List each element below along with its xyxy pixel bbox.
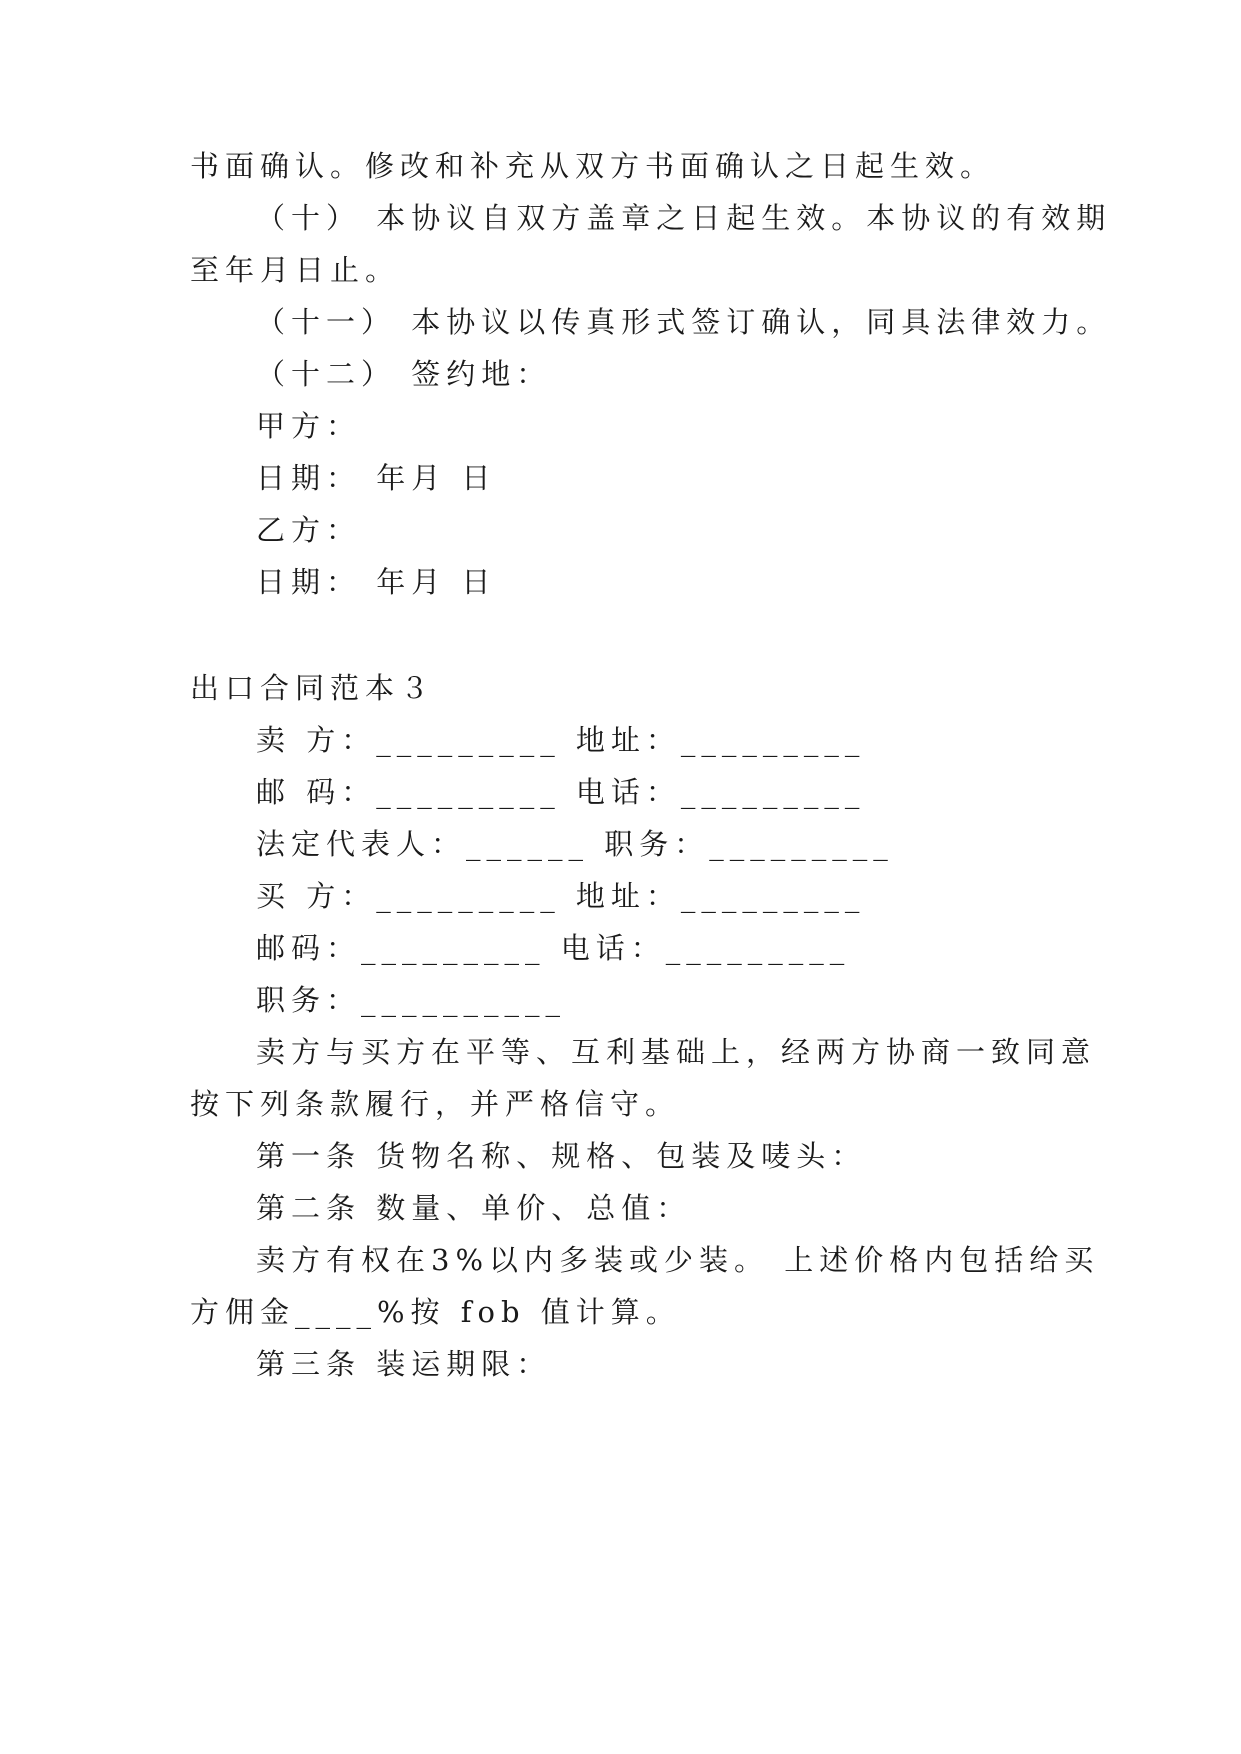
clause-12: （十二） 签约地： xyxy=(256,357,552,391)
buyer-title-line: 职务：__________ xyxy=(256,983,567,1017)
party-b-label: 乙方： xyxy=(256,513,362,547)
party-b-date: 日期： 年月 日 xyxy=(256,565,497,599)
paragraph-line: 方佣金____%按 fob 值计算。 xyxy=(190,1295,681,1329)
paragraph-line: 至年月日止。 xyxy=(190,253,401,287)
seller-line: 卖 方：_________ 地址：_________ xyxy=(256,723,866,757)
paragraph-line: 按下列条款履行，并严格信守。 xyxy=(190,1087,681,1121)
section-title: 出口合同范本３ xyxy=(190,671,436,705)
party-a-label: 甲方： xyxy=(256,409,362,443)
paragraph-line: 卖方有权在3%以内多装或少装。 上述价格内包括给买 xyxy=(256,1243,1100,1277)
buyer-postcode-line: 邮码：_________ 电话：_________ xyxy=(256,931,851,965)
paragraph-line: 卖方与买方在平等、互利基础上，经两方协商一致同意 xyxy=(256,1035,1097,1069)
clause-10: （十） 本协议自双方盖章之日起生效。本协议的有效期 xyxy=(256,201,1112,235)
article-2: 第二条 数量、单价、总值： xyxy=(256,1191,692,1225)
party-a-date: 日期： 年月 日 xyxy=(256,461,497,495)
article-1: 第一条 货物名称、规格、包装及唛头： xyxy=(256,1139,867,1173)
legal-rep-line: 法定代表人：______ 职务：_________ xyxy=(256,827,894,861)
article-3: 第三条 装运期限： xyxy=(256,1347,552,1381)
buyer-line: 买 方：_________ 地址：_________ xyxy=(256,879,866,913)
paragraph-line: 书面确认。修改和补充从双方书面确认之日起生效。 xyxy=(190,149,996,183)
clause-11: （十一） 本协议以传真形式签订确认，同具法律效力。 xyxy=(256,305,1112,339)
seller-postcode-line: 邮 码：_________ 电话：_________ xyxy=(256,775,866,809)
